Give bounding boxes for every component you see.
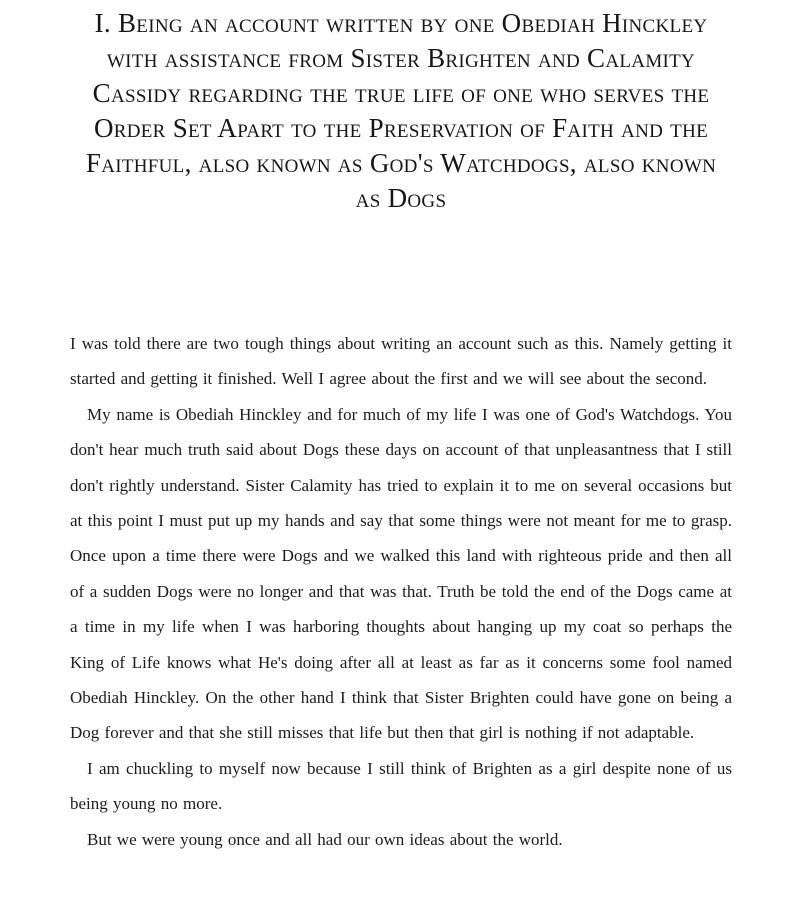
paragraph: I was told there are two tough things about writing an account such as this. Namely getting it started and getting it finished. Well I agree about the first and we will see about the second.	[70, 334, 732, 389]
chapter-heading: I. Being an account written by one Obediah Hinckley with assistance from Sister Brighten and Calamity Cassidy regarding the true life of one who serves the Order Set Apart to the Preservation of Faith and the Faithful, also known as God's Watchdogs, also known as Dogs	[85, 8, 717, 213]
paragraph: But we were young once and all had our own ideas about the world.	[87, 829, 563, 849]
paragraph: I am chuckling to myself now because I still think of Brighten as a girl despite none of us being young no more.	[70, 758, 732, 814]
chapter-body	[70, 326, 732, 857]
paragraph: My name is Obediah Hinckley and for much of my life I was one of God's Watchdogs. You don't hear much truth said about Dogs these days on account of that unpleasantness that I still don't rightly understand. Sister Calamity has tried to explain it to me on several occasions but at this point I must put up my hands and say that some things were not meant for me to grasp. Once upon a time there were Dogs and we walked this land with righteous pride and then all of a sudden Dogs were no longer and that was that. Truth be told the end of the Dogs came at a time in my life when I was harboring thoughts about hanging up my coat so perhaps the King of Life knows what He's doing after all at least as far as it concerns some fool named Obediah Hinckley. On the other hand I think that Sister Brighten could have gone on being a Dog forever and that she still misses that life but then that girl is nothing if not adaptable.	[70, 404, 732, 743]
